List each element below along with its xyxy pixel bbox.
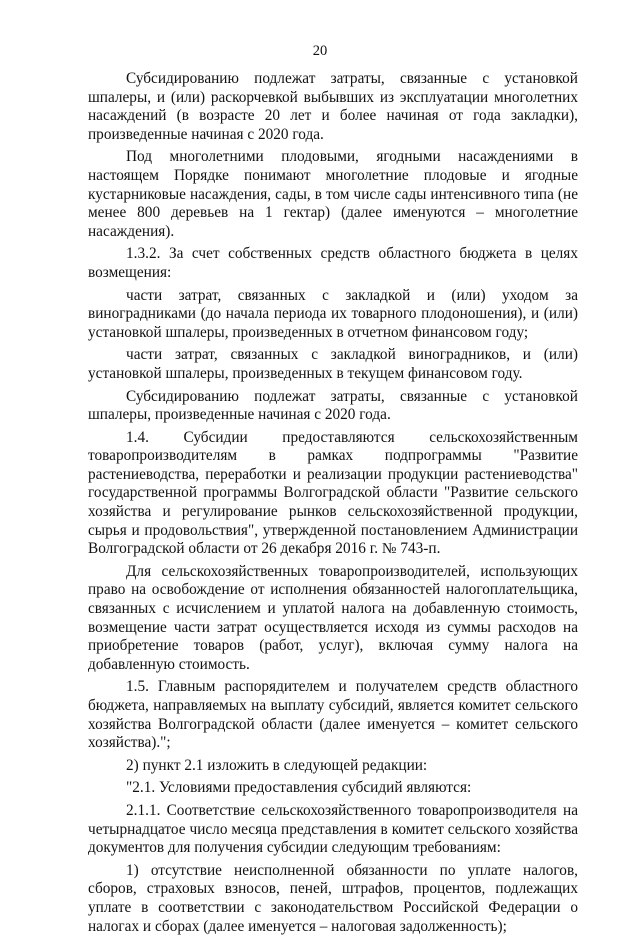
paragraph-1-4: 1.4. Субсидии предоставляются сельскохозяйственным товаропроизводителям в рамках подпрограммы "Развитие растениеводства, переработки и реализации продукции растениеводства" государственной программы Волгоградской области "Развитие сельского хозяйства и регулирование рынков сельскохозяйственной продукции, сырья и продовольствия", утвержденной постановлением Администрации Волгоградской области от 26 декабря 2016 г. № 743-п. bbox=[88, 428, 578, 558]
document-body bbox=[88, 70, 578, 936]
paragraph-perennial-definition: Под многолетними плодовыми, ягодными насаждениями в настоящем Порядке понимают многолетние плодовые и ягодные кустарниковые насаждения, сады, в том числе сады интенсивного типа (не менее 800 деревьев на 1 гектар) (далее именуются – многолетние насаждения). bbox=[88, 148, 578, 240]
page-number: 20 bbox=[312, 43, 328, 59]
paragraph-trellis-subsidy: Субсидированию подлежат затраты, связанные с установкой шпалеры, произведенные начиная с 2020 года. bbox=[88, 387, 578, 424]
paragraph-requirement-1: 1) отсутствие неисполненной обязанности по уплате налогов, сборов, страховых взносов, пеней, штрафов, процентов, подлежащих уплате в соответствии с законодательством Российской Федерации о налогах и сборах (далее именуется – налоговая задолженность); bbox=[88, 861, 578, 935]
paragraph-1-3-2: 1.3.2. За счет собственных средств областного бюджета в целях возмещения: bbox=[88, 245, 578, 281]
paragraph-vineyard-costs-current: части затрат, связанных с закладкой виноградников, и (или) установкой шпалеры, произведенных в текущем финансовом году. bbox=[88, 346, 578, 382]
paragraph-1-5: 1.5. Главным распорядителем и получателем средств областного бюджета, направляемых на выплату субсидий, является комитет сельского хозяйства Волгоградской области (далее именуется – комитет сельского хозяйства)."; bbox=[88, 678, 578, 752]
paragraph-2-1: "2.1. Условиями предоставления субсидий являются: bbox=[126, 779, 472, 797]
paragraph-subsidy-scope: Субсидированию подлежат затраты, связанные с установкой шпалеры, и (или) раскорчевкой выбывших из эксплуатации многолетних насаждений (в возрасте 20 лет и более начиная от года закладки), произведенные начиная с 2020 года. bbox=[88, 70, 578, 143]
paragraph-vat-exemption: Для сельскохозяйственных товаропроизводителей, использующих право на освобождение от исполнения обязанностей налогоплательщика, связанных с исчислением и уплатой налога на добавленную стоимость, возмещение части затрат осуществляется исходя из суммы расходов на приобретение товаров (работ, услуг), включая сумму налога на добавленную стоимость. bbox=[88, 562, 578, 673]
paragraph-vineyard-costs-reporting: части затрат, связанных с закладкой и (или) уходом за виноградниками (до начала периода их товарного плодоношения), и (или) установкой шпалеры, произведенных в отчетном финансовом году; bbox=[88, 286, 578, 341]
paragraph-2-1-1: 2.1.1. Соответствие сельскохозяйственного товаропроизводителя на четырнадцатое число месяца представления в комитет сельского хозяйства документов для получения субсидии следующим требованиям: bbox=[88, 801, 578, 857]
paragraph-item-2: 2) пункт 2.1 изложить в следующей редакции: bbox=[126, 756, 428, 774]
